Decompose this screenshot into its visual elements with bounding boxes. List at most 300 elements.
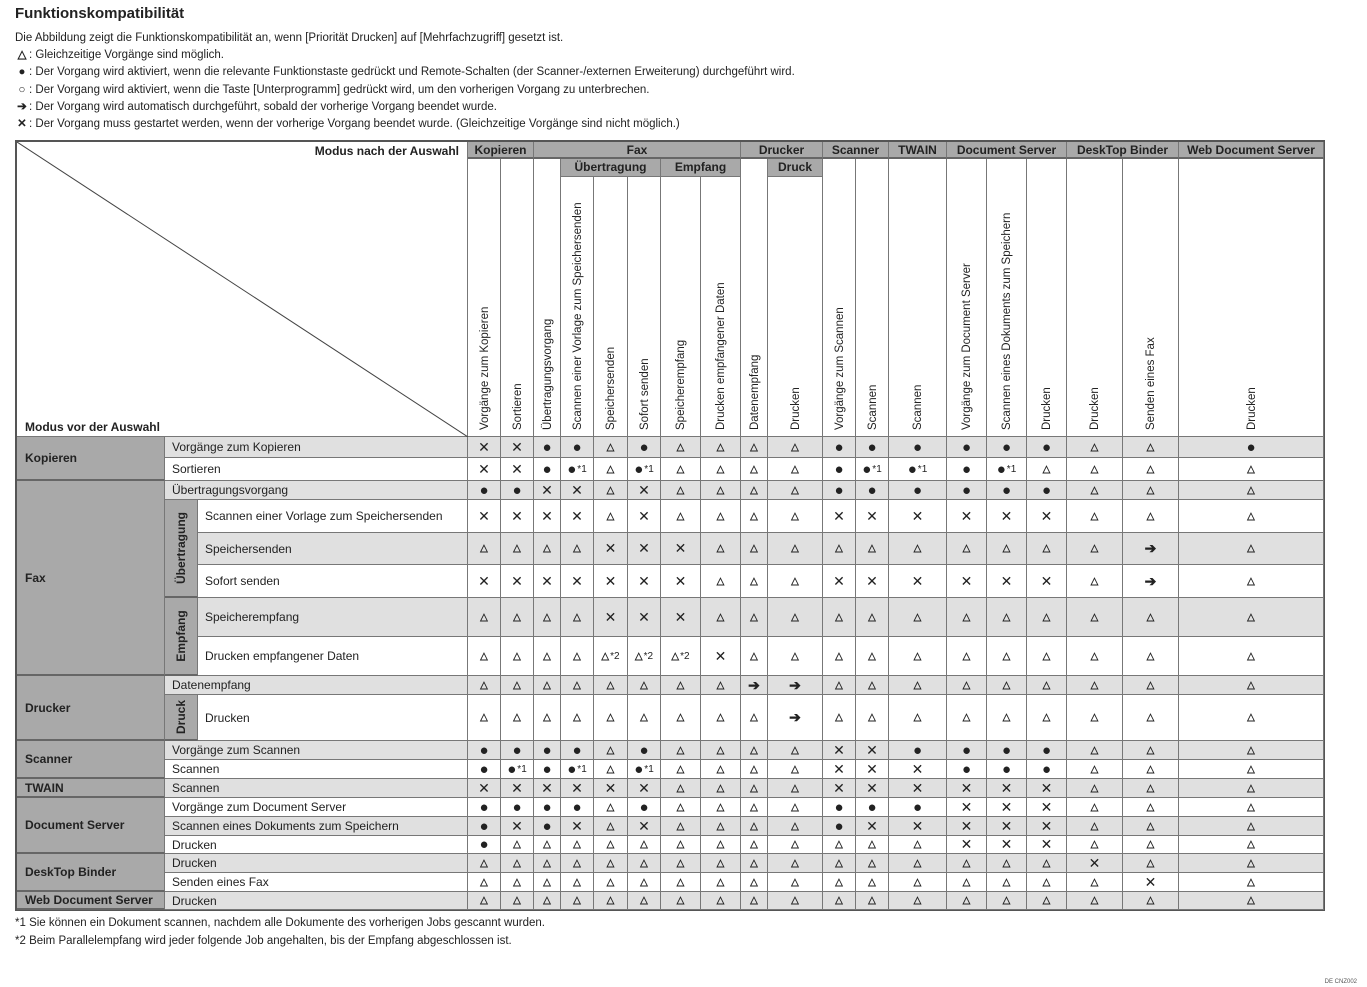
filled-circle-icon: ●: [639, 798, 649, 816]
table-cell: [501, 779, 534, 798]
legend-item: △ : Gleichzeitige Vorgänge sind möglich.: [15, 47, 795, 64]
table-cell: [534, 892, 561, 910]
cross-icon: ✕: [511, 779, 523, 796]
table-cell: [947, 533, 987, 565]
cross-icon: ✕: [571, 779, 583, 796]
table-cell: [501, 741, 534, 760]
filled-circle-icon: ●: [479, 798, 489, 816]
row-group-header: TWAIN: [17, 779, 165, 798]
table-cell: [468, 676, 501, 695]
triangle-icon: △: [1146, 679, 1155, 691]
table-cell: [823, 695, 856, 741]
triangle-icon: △: [1146, 611, 1155, 623]
table-cell: [987, 695, 1027, 741]
table-cell: [534, 817, 561, 836]
table-cell: [594, 458, 628, 481]
triangle-icon: △: [1146, 463, 1155, 475]
column-group-header: TWAIN: [889, 142, 947, 159]
triangle-icon: △: [750, 712, 758, 723]
table-cell: [768, 892, 823, 910]
table-cell: [1179, 779, 1324, 798]
triangle-icon: △: [513, 876, 521, 888]
triangle-icon: △: [676, 510, 685, 522]
row-label: Sofort senden: [198, 565, 468, 598]
table-cell: [468, 565, 501, 598]
filled-circle-icon: ●: [507, 760, 517, 778]
table-cell: [468, 637, 501, 676]
cross-icon: ✕: [604, 608, 617, 625]
triangle-icon: △: [513, 857, 521, 869]
table-cell: [741, 854, 768, 873]
row-label: Übertragungsvorgang: [165, 481, 468, 500]
table-cell: [823, 760, 856, 779]
column-header: [823, 159, 856, 437]
footnote-marker: *1: [577, 763, 587, 775]
triangle-icon: △: [1090, 510, 1099, 522]
arrow-right-icon: ➔: [748, 676, 760, 693]
triangle-icon: △: [1146, 801, 1155, 813]
table-cell: [1067, 481, 1123, 500]
triangle-icon: △: [791, 895, 799, 906]
triangle-icon: △: [480, 712, 488, 723]
table-cell: [628, 598, 661, 637]
table-cell: [661, 779, 701, 798]
table-cell: [561, 500, 594, 533]
triangle-icon: △: [606, 820, 615, 832]
filled-circle-icon: ●: [634, 760, 644, 778]
table-cell: [856, 565, 889, 598]
cross-icon: ✕: [638, 817, 650, 834]
triangle-icon: △: [962, 679, 971, 691]
triangle-icon: △: [1042, 611, 1051, 623]
triangle-icon: △: [835, 895, 843, 906]
cross-icon: ✕: [674, 572, 687, 589]
triangle-icon: △: [913, 712, 922, 723]
table-cell: [823, 779, 856, 798]
triangle-icon: △: [791, 611, 799, 623]
table-cell: [468, 458, 501, 481]
triangle-icon: △: [1042, 712, 1051, 723]
triangle-icon: △: [791, 510, 799, 522]
column-header-label: Drucken: [1089, 387, 1101, 430]
table-cell: [534, 481, 561, 500]
filled-circle-icon: ●: [18, 66, 26, 79]
cross-icon: ✕: [911, 572, 924, 589]
table-cell: [701, 798, 741, 817]
row-label: Drucken: [198, 695, 468, 741]
triangle-icon: △: [480, 857, 488, 869]
table-cell: [741, 500, 768, 533]
column-header: [768, 177, 823, 437]
table-cell: [1027, 741, 1067, 760]
table-cell: [823, 598, 856, 637]
table-cell: [987, 565, 1027, 598]
table-cell: [889, 892, 947, 910]
triangle-icon: △: [543, 839, 551, 850]
triangle-icon: △: [640, 857, 648, 869]
triangle-icon: △: [962, 876, 971, 888]
table-cell: [741, 695, 768, 741]
triangle-icon: △: [835, 650, 843, 662]
table-cell: [501, 760, 534, 779]
column-header: [468, 159, 501, 437]
filled-circle-icon: ●: [639, 741, 649, 759]
table-cell: [534, 741, 561, 760]
cross-icon: ✕: [1000, 836, 1013, 852]
triangle-icon: △: [750, 510, 758, 522]
table-cell: [1123, 741, 1179, 760]
table-cell: [741, 637, 768, 676]
table-cell: [768, 873, 823, 892]
row-label: Senden eines Fax: [165, 873, 468, 892]
triangle-icon: △: [835, 712, 843, 723]
table-cell: [594, 836, 628, 854]
table-cell: [856, 854, 889, 873]
triangle-icon: △: [1146, 839, 1155, 850]
triangle-icon: △: [606, 712, 615, 723]
triangle-icon: △: [913, 679, 922, 691]
table-cell: [1179, 637, 1324, 676]
table-cell: [501, 598, 534, 637]
triangle-icon: △: [634, 650, 643, 662]
table-cell: [534, 598, 561, 637]
table-cell: [594, 873, 628, 892]
table-cell: [1027, 437, 1067, 458]
table-cell: [947, 500, 987, 533]
triangle-icon: △: [750, 857, 758, 869]
column-group-header: Web Document Server: [1179, 142, 1324, 159]
table-cell: [741, 458, 768, 481]
column-header: [1067, 159, 1123, 437]
table-cell: [628, 760, 661, 779]
table-cell: [1179, 598, 1324, 637]
triangle-icon: △: [791, 857, 799, 869]
table-cell: [823, 892, 856, 910]
table-cell: [947, 779, 987, 798]
footnote-marker: *1: [1006, 463, 1017, 475]
triangle-icon: △: [543, 857, 551, 869]
cross-icon: ✕: [541, 507, 553, 524]
table-cell: [661, 533, 701, 565]
filled-circle-icon: ●: [867, 798, 877, 816]
row-label: Speicherempfang: [198, 598, 468, 637]
table-cell: [947, 565, 987, 598]
triangle-icon: △: [480, 895, 488, 906]
row-subgroup-label: Empfang: [174, 610, 188, 662]
triangle-icon: △: [1090, 895, 1099, 906]
column-header-label: Drucken empfangener Daten: [715, 282, 727, 430]
table-cell: [987, 817, 1027, 836]
table-cell: [701, 598, 741, 637]
table-cell: [768, 598, 823, 637]
triangle-icon: △: [750, 543, 758, 554]
table-cell: [947, 437, 987, 458]
triangle-icon: △: [835, 857, 843, 869]
table-cell: [1123, 676, 1179, 695]
triangle-icon: △: [640, 895, 648, 906]
column-header-label: Speichersenden: [605, 346, 617, 430]
column-header: [889, 159, 947, 437]
column-header: [856, 159, 889, 437]
filled-circle-icon: ●: [961, 481, 972, 499]
legend-item: ● : Der Vorgang wird aktiviert, wenn die relevante Funktionstaste gedrückt und Remote-Schalten (der Scanner-/externen Erweiterung) durchgeführt wird.: [15, 64, 795, 81]
footnote-marker: *2: [610, 650, 620, 662]
table-cell: [947, 854, 987, 873]
table-cell: [701, 817, 741, 836]
table-cell: [561, 676, 594, 695]
triangle-icon: △: [640, 679, 648, 691]
column-group-header: DeskTop Binder: [1067, 142, 1179, 159]
filled-circle-icon: ●: [867, 481, 877, 499]
table-cell: [1067, 676, 1123, 695]
column-header-label: Drucken: [1245, 387, 1258, 430]
table-cell: [628, 533, 661, 565]
cross-icon: ✕: [604, 572, 617, 589]
filled-circle-icon: ●: [479, 741, 489, 759]
table-cell: [741, 760, 768, 779]
table-cell: [661, 892, 701, 910]
table-cell: [628, 741, 661, 760]
column-header: [501, 159, 534, 437]
table-cell: [1123, 533, 1179, 565]
table-cell: [701, 836, 741, 854]
triangle-icon: △: [1146, 857, 1155, 869]
cross-icon: ✕: [833, 507, 845, 524]
table-cell: [856, 458, 889, 481]
table-cell: [1179, 873, 1324, 892]
table-cell: [534, 854, 561, 873]
table-cell: [741, 798, 768, 817]
triangle-icon: △: [835, 543, 843, 554]
table-cell: [768, 760, 823, 779]
column-header: [561, 177, 594, 437]
triangle-icon: △: [835, 839, 843, 850]
triangle-icon: △: [1090, 611, 1099, 623]
table-cell: [1027, 873, 1067, 892]
table-cell: [1123, 779, 1179, 798]
cross-icon: ✕: [511, 438, 523, 455]
table-cell: [889, 533, 947, 565]
cross-icon: ✕: [833, 741, 845, 758]
table-cell: [661, 817, 701, 836]
triangle-icon: △: [1146, 820, 1155, 832]
table-cell: [889, 873, 947, 892]
table-cell: [661, 458, 701, 481]
table-cell: [889, 779, 947, 798]
footnote-marker: *1: [644, 763, 654, 775]
triangle-icon: △: [676, 876, 685, 888]
row-label: Drucken: [165, 854, 468, 873]
triangle-icon: △: [1146, 650, 1155, 662]
table-cell: [741, 676, 768, 695]
table-cell: [768, 533, 823, 565]
table-cell: [823, 481, 856, 500]
table-cell: [947, 873, 987, 892]
triangle-icon: △: [962, 650, 971, 662]
table-cell: [823, 817, 856, 836]
triangle-icon: △: [913, 543, 922, 554]
triangle-icon: △: [750, 744, 758, 756]
legend-item: ➔ : Der Vorgang wird automatisch durchgeführt, sobald der vorherige Vorgang beendet wurde.: [15, 99, 795, 116]
table-cell: [468, 760, 501, 779]
table-cell: [501, 676, 534, 695]
table-cell: [1027, 817, 1067, 836]
table-cell: [741, 533, 768, 565]
cross-icon: ✕: [911, 779, 924, 796]
table-cell: [561, 760, 594, 779]
table-cell: [561, 458, 594, 481]
table-cell: [1123, 598, 1179, 637]
table-cell: [889, 798, 947, 817]
table-cell: [561, 873, 594, 892]
table-cell: [501, 500, 534, 533]
table-cell: [1123, 873, 1179, 892]
filled-circle-icon: ●: [834, 481, 844, 499]
triangle-icon: △: [573, 857, 581, 869]
table-cell: [534, 695, 561, 741]
table-cell: [768, 741, 823, 760]
corner-label-before: Modus vor der Auswahl: [25, 420, 160, 434]
table-cell: [987, 458, 1027, 481]
table-cell: [594, 854, 628, 873]
table-cell: [1027, 500, 1067, 533]
column-header-label: Vorgänge zum Kopieren: [478, 306, 491, 430]
cross-icon: ✕: [1040, 798, 1053, 815]
table-cell: [628, 481, 661, 500]
table-cell: [1179, 533, 1324, 565]
triangle-icon: △: [1090, 801, 1099, 813]
triangle-icon: △: [676, 463, 685, 475]
table-cell: [823, 836, 856, 854]
triangle-icon: △: [791, 876, 799, 888]
filled-circle-icon: ●: [634, 460, 644, 478]
triangle-icon: △: [1090, 650, 1099, 662]
triangle-icon: △: [573, 650, 581, 662]
table-cell: [534, 437, 561, 458]
triangle-icon: △: [480, 679, 488, 691]
triangle-icon: △: [513, 679, 521, 691]
table-cell: [889, 854, 947, 873]
table-cell: [594, 892, 628, 910]
triangle-icon: △: [716, 463, 725, 475]
table-cell: [889, 500, 947, 533]
triangle-icon: △: [1090, 820, 1099, 832]
triangle-icon: △: [1090, 712, 1099, 723]
table-cell: [768, 854, 823, 873]
triangle-icon: △: [1090, 484, 1099, 496]
table-cell: [468, 695, 501, 741]
triangle-icon: △: [1247, 744, 1255, 756]
table-cell: [628, 565, 661, 598]
column-header-label: Sortieren: [511, 383, 524, 430]
column-group-header: Scanner: [823, 142, 889, 159]
table-cell: [1179, 741, 1324, 760]
table-cell: [1123, 798, 1179, 817]
triangle-icon: △: [791, 801, 799, 813]
table-cell: [1027, 695, 1067, 741]
triangle-icon: △: [835, 611, 843, 623]
open-circle-icon: ○: [18, 83, 26, 96]
triangle-icon: △: [716, 876, 725, 888]
table-cell: [1123, 481, 1179, 500]
table-cell: [468, 817, 501, 836]
filled-circle-icon: ●: [1041, 760, 1052, 778]
table-cell: [534, 798, 561, 817]
table-cell: [1067, 500, 1123, 533]
triangle-icon: △: [606, 463, 615, 475]
triangle-icon: △: [1002, 895, 1011, 906]
table-cell: [889, 695, 947, 741]
table-cell: [594, 637, 628, 676]
triangle-icon: △: [1090, 543, 1099, 554]
table-cell: [628, 458, 661, 481]
table-cell: [661, 437, 701, 458]
cross-icon: ✕: [571, 572, 583, 589]
cross-icon: ✕: [866, 779, 878, 796]
table-cell: [987, 873, 1027, 892]
legend-block: [15, 30, 795, 133]
triangle-icon: △: [716, 744, 725, 756]
triangle-icon: △: [1247, 857, 1255, 869]
table-cell: [1027, 836, 1067, 854]
cross-icon: ✕: [1000, 779, 1013, 796]
table-cell: [561, 481, 594, 500]
triangle-icon: △: [791, 543, 799, 554]
footnotes: [15, 915, 545, 950]
triangle-icon: △: [1247, 895, 1255, 906]
column-subgroup-header: Übertragung: [561, 159, 661, 177]
triangle-icon: △: [513, 543, 521, 554]
triangle-icon: △: [913, 895, 922, 906]
triangle-icon: △: [716, 510, 725, 522]
triangle-icon: △: [791, 782, 799, 794]
triangle-icon: △: [573, 611, 581, 623]
table-cell: [661, 637, 701, 676]
page-title: Funktionskompatibilität: [15, 5, 185, 22]
cross-icon: ✕: [638, 507, 650, 524]
table-cell: [1179, 798, 1324, 817]
table-cell: [628, 836, 661, 854]
triangle-icon: △: [513, 839, 521, 850]
triangle-icon: △: [1002, 650, 1011, 662]
row-subgroup-label: Übertragung: [174, 512, 188, 584]
triangle-icon: △: [913, 857, 922, 869]
triangle-icon: △: [513, 650, 521, 662]
legend-item: ○ : Der Vorgang wird aktiviert, wenn die Taste [Unterprogramm] gedrückt wird, um den vorherigen Vorgang zu unterbrechen.: [15, 82, 795, 99]
cross-icon: ✕: [960, 836, 973, 852]
table-cell: [889, 817, 947, 836]
table-cell: [468, 873, 501, 892]
table-cell: [768, 565, 823, 598]
table-cell: [1123, 500, 1179, 533]
row-label: Drucken empfangener Daten: [198, 637, 468, 676]
table-cell: [1179, 817, 1324, 836]
triangle-icon: △: [1042, 679, 1051, 691]
cross-icon: ✕: [17, 118, 27, 131]
table-cell: [741, 817, 768, 836]
table-cell: [1027, 676, 1067, 695]
filled-circle-icon: ●: [961, 460, 972, 478]
cross-icon: ✕: [478, 438, 490, 455]
cross-icon: ✕: [866, 572, 878, 589]
table-cell: [594, 533, 628, 565]
triangle-icon: △: [835, 679, 843, 691]
intro-text: Die Abbildung zeigt die Funktionskompatibilität an, wenn [Priorität Drucken] auf [Mehrfachzugriff] gesetzt ist.: [15, 32, 564, 44]
triangle-icon: △: [750, 820, 758, 832]
table-cell: [947, 481, 987, 500]
triangle-icon: △: [1247, 763, 1255, 775]
table-cell: [1123, 458, 1179, 481]
